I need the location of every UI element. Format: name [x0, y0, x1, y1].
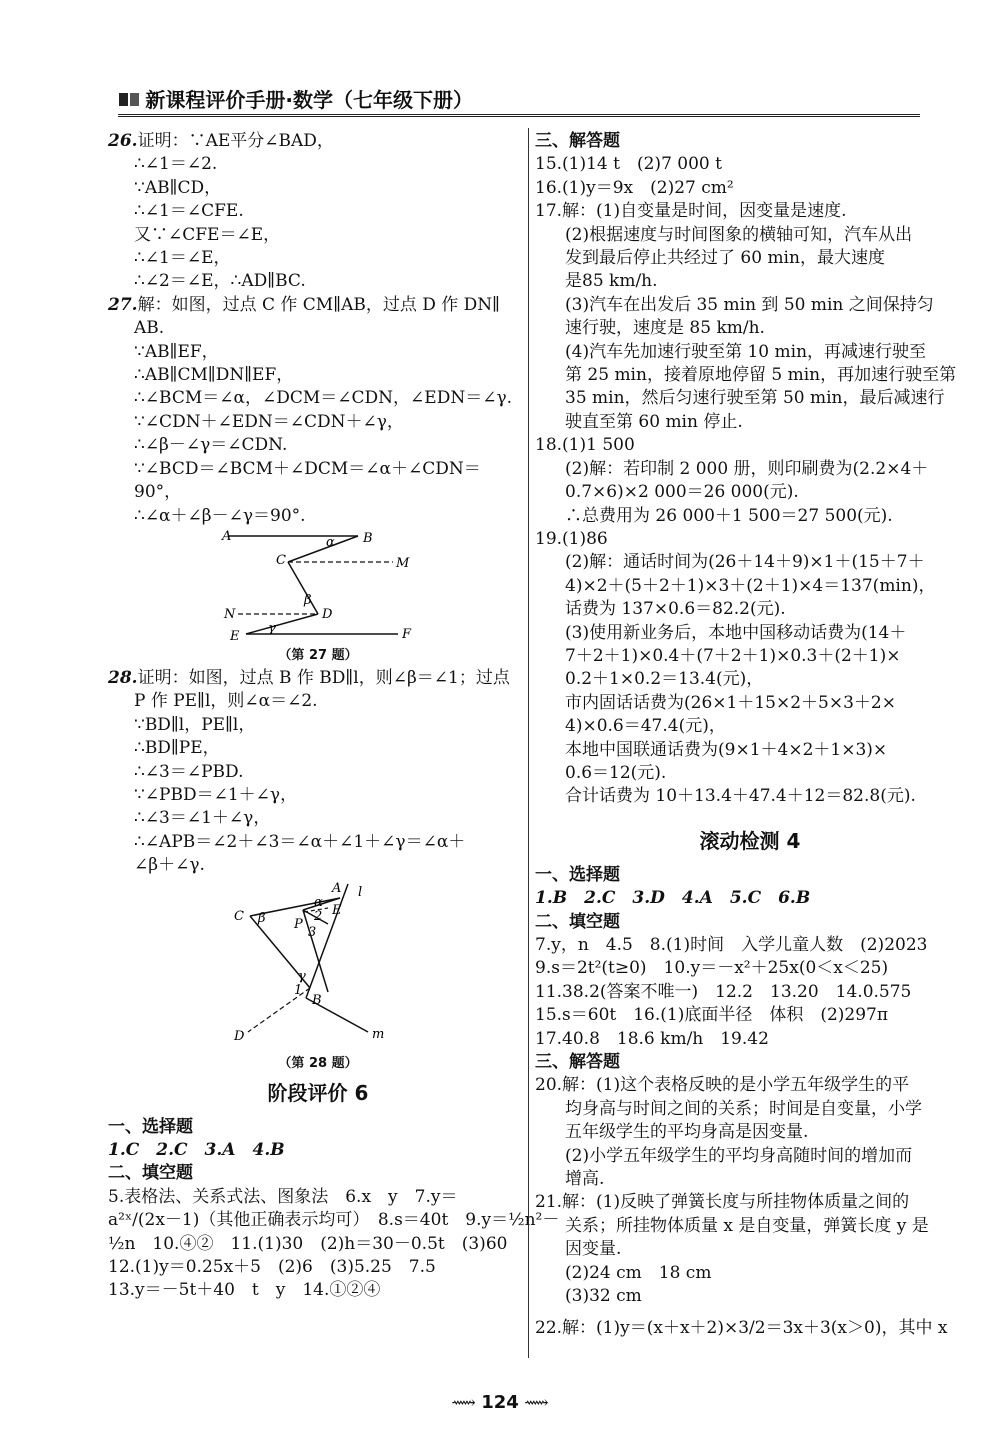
answer-line: ∴∠APB＝∠2＋∠3＝∠α＋∠1＋∠γ＝∠α＋	[134, 831, 466, 852]
answer-line: 话费为 137×0.6＝82.2(元).	[565, 599, 786, 620]
answer-line: (4)汽车先加速行驶至第 10 min，再减速行驶至	[565, 341, 927, 362]
section-heading: 三、解答题	[535, 131, 620, 151]
fill-line: ½n 10.④② 11.(1)30 (2)h＝30－0.5t (3)60	[108, 1233, 508, 1254]
fill-line: 9.s＝2t²(t≥0) 10.y＝－x²＋25x(0＜x＜25)	[535, 958, 889, 979]
answer-line: 7＋2＋1)×0.4＋(7＋2＋1)×0.3＋(2＋1)×	[565, 645, 901, 666]
answer-line: 17.解：(1)自变量是时间，因变量是速度.	[535, 201, 847, 222]
fig-label: 1	[294, 982, 303, 998]
fig-label: m	[372, 1026, 385, 1042]
left-column	[108, 130, 560, 1303]
fig-label: B	[312, 992, 322, 1008]
answer-line: (2)解：若印制 2 000 册，则印刷费为(2.2×4＋	[565, 458, 929, 479]
answer-line: P 作 PE∥l，则∠α＝∠2.	[134, 691, 318, 712]
page-header	[118, 84, 920, 114]
fill-line: 11.38.2(答案不唯一) 12.2 13.20 14.0.575	[535, 981, 912, 1002]
answer-line: 因变量.	[565, 1239, 622, 1260]
choice-answers: 1.C 2.C 3.A 4.B	[108, 1139, 285, 1160]
answer-line: ∴AB∥CM∥DN∥EF，	[134, 365, 294, 386]
answer-line: 是85 km/h.	[565, 271, 658, 292]
answer-line: 16.(1)y＝9x (2)27 cm²	[535, 177, 734, 198]
figure-27	[208, 530, 428, 642]
footer-ornament-left: ⟿	[451, 1393, 482, 1413]
page-number: 124	[481, 1392, 519, 1413]
fig-label: C	[234, 908, 244, 924]
answer-line: ∴BD∥PE，	[134, 738, 220, 759]
answer-line: ∵∠PBD＝∠1＋∠γ，	[134, 784, 298, 805]
answer-line: 证明：如图，过点 B 作 BD∥l，则∠β＝∠1；过点	[137, 667, 510, 688]
figure-caption: （第 28 题）	[278, 1055, 358, 1071]
answer-line: 关系；所挂物体质量 x 是自变量，弹簧长度 y 是	[565, 1215, 929, 1236]
answer-line: 15.(1)14 t (2)7 000 t	[535, 154, 722, 175]
fig-label: D	[322, 606, 333, 622]
fill-line: 17.40.8 18.6 km/h 19.42	[535, 1028, 769, 1049]
answer-line: 驶直至第 60 min 停止.	[565, 411, 743, 432]
fig-label: γ	[268, 620, 276, 636]
answer-line: ∵BD∥l，PE∥l，	[134, 714, 256, 735]
answer-line: 解：如图，过点 C 作 CM∥AB，过点 D 作 DN∥	[137, 294, 501, 315]
question-27	[108, 294, 528, 663]
fig-label: A	[332, 880, 342, 896]
fig-label: A	[222, 529, 232, 544]
fig-label: C	[276, 552, 286, 568]
header-rule	[118, 114, 920, 117]
answer-line: 18.(1)1 500	[535, 435, 635, 456]
fig-label: M	[396, 555, 410, 571]
section-heading: 二、填空题	[108, 1163, 193, 1184]
answer-line: ∴总费用为 26 000＋1 500＝27 500(元).	[565, 505, 893, 526]
fig-label: B	[363, 530, 373, 546]
fig-label: N	[224, 606, 236, 622]
section-heading: 一、选择题	[108, 1116, 193, 1137]
answer-line: 35 min，然后匀速行驶至第 50 min，最后减速行	[565, 388, 945, 409]
fig-label: E	[230, 628, 240, 642]
fig-label: l	[358, 884, 363, 900]
answer-line: 0.2＋1×0.2＝13.4(元)，	[565, 669, 764, 690]
answer-line: (3)32 cm	[565, 1286, 642, 1307]
answer-line: ∴∠1＝∠CFE.	[134, 201, 244, 222]
fig-label: α	[314, 894, 323, 910]
fig-label: β	[258, 910, 266, 926]
question-19	[535, 528, 965, 809]
answer-line: 均身高与时间之间的关系；时间是自变量，小学	[565, 1098, 922, 1119]
question-number: 26.	[108, 131, 138, 151]
fig-label: 2	[314, 908, 323, 924]
answer-line: ∴∠3＝∠PBD.	[134, 761, 244, 782]
fig-label: E	[332, 902, 342, 918]
fill-line: 7.y，n 4.5 8.(1)时间 入学儿童人数 (2)2023	[535, 935, 928, 955]
answer-line: 90°，	[134, 482, 182, 503]
fill-line: 5.表格法、关系式法、图象法 6.x y 7.y＝	[108, 1186, 458, 1207]
answer-line: ∵∠CDN＋∠EDN＝∠CDN＋∠γ，	[134, 411, 404, 432]
fig-label: F	[402, 626, 412, 642]
section-heading: 一、选择题	[535, 864, 620, 885]
answer-line: ∴∠2＝∠E，∴AD∥BC.	[134, 271, 306, 292]
answer-line: 4)×2＋(5＋2＋1)×3＋(2＋1)×4＝137(min)，	[565, 575, 936, 596]
section-title: 阶段评价 6	[267, 1080, 369, 1105]
answer-line: ∵AB∥EF，	[134, 341, 219, 362]
question-number: 27.	[108, 294, 138, 315]
fig-label: γ	[298, 968, 306, 984]
fill-line: 15.s＝60t 16.(1)底面半径 体积 (2)297π	[535, 1005, 889, 1026]
fig-label: β	[304, 592, 312, 608]
answer-line: ∵∠BCD＝∠BCM＋∠DCM＝∠α＋∠CDN＝	[134, 458, 481, 479]
answer-line: ∵AB∥CD，	[134, 177, 222, 198]
question-number: 28.	[108, 667, 138, 688]
answer-line: ∴∠1＝∠E，	[134, 248, 231, 269]
answer-line: (2)小学五年级学生的平均身高随时间的增加而	[565, 1145, 913, 1166]
answer-line: 合计话费为 10＋13.4＋47.4＋12＝82.8(元).	[565, 786, 916, 807]
answer-line: (3)汽车在出发后 35 min 到 50 min 之间保持匀	[565, 294, 934, 315]
question-26	[108, 130, 528, 294]
answer-line: 速行驶，速度是 85 km/h.	[565, 318, 765, 339]
fig-label: α	[326, 534, 335, 550]
answer-line: (2)根据速度与时间图象的横轴可知，汽车从出	[565, 224, 913, 245]
answer-line: ∴∠α＋∠β－∠γ＝90°.	[134, 505, 306, 526]
rolling-check-4	[535, 825, 965, 1340]
answer-line: 21.解：(1)反映了弹簧长度与所挂物体质量之间的	[535, 1192, 910, 1213]
answer-line: 第 25 min，接着原地停留 5 min，再加速行驶至第	[565, 365, 957, 386]
answer-line: 22.解：(1)y＝(x＋x＋2)×3/2＝3x＋3(x＞0)，其中 x	[535, 1317, 948, 1338]
answer-line: ∴∠1＝∠2.	[134, 154, 218, 175]
question-28	[108, 667, 528, 1071]
answer-line: (2)24 cm 18 cm	[565, 1262, 712, 1283]
section-title: 滚动检测 4	[699, 828, 801, 853]
footer-ornament-right: ⟿	[524, 1393, 549, 1413]
answer-line: (3)使用新业务后，本地中国移动话费为(14＋	[565, 622, 907, 643]
fig-label: P	[294, 916, 303, 932]
answer-line: 0.7×6)×2 000＝26 000(元).	[565, 482, 799, 503]
answer-line: 4)×0.6＝47.4(元)，	[565, 716, 726, 737]
question-18	[535, 434, 965, 528]
answer-line: ∠β＋∠γ.	[134, 855, 205, 876]
answer-line: 发到最后停止共经过了 60 min，最大速度	[565, 248, 885, 269]
answer-line: 证明：∵AE平分∠BAD，	[137, 131, 334, 151]
stage-evaluation-6	[108, 1077, 560, 1303]
answer-line: 19.(1)86	[535, 528, 608, 549]
answer-line: 又∵∠CFE＝∠E，	[134, 224, 281, 245]
fill-line: 12.(1)y＝0.25x＋5 (2)6 (3)5.25 7.5	[108, 1257, 436, 1277]
section-heading: 三、解答题	[535, 1052, 620, 1073]
fig-label: D	[234, 1028, 245, 1044]
answer-line: 本地中国联通话费为(9×1＋4×2＋1×3)×	[565, 739, 888, 760]
section-heading: 二、填空题	[535, 911, 620, 932]
answer-line: ∴∠β－∠γ＝∠CDN.	[134, 435, 288, 456]
figure-caption: （第 27 题）	[278, 647, 358, 663]
answer-line: ∴∠3＝∠1＋∠γ，	[134, 808, 271, 829]
fig-label: 3	[308, 924, 317, 940]
fill-line: 13.y＝－5t＋40 t y 14.①②④	[108, 1280, 381, 1301]
answer-line: 20.解：(1)这个表格反映的是小学五年级学生的平	[535, 1075, 910, 1096]
page-footer	[0, 1392, 1000, 1413]
choice-answers: 1.B 2.C 3.D 4.A 5.C 6.B	[535, 888, 811, 909]
right-column	[535, 130, 965, 1340]
answer-line: 增高.	[565, 1169, 605, 1190]
answer-line: 0.6＝12(元).	[565, 762, 667, 783]
question-17	[535, 200, 965, 434]
column-divider	[528, 128, 529, 1358]
answer-line: 五年级学生的平均身高是因变量.	[565, 1122, 809, 1143]
fill-line: a²ˣ/(2x－1)（其他正确表示均可） 8.s＝40t 9.y＝½n²－	[108, 1210, 560, 1231]
answer-line: (2)解：通话时间为(26＋14＋9)×1＋(15＋7＋	[565, 552, 925, 573]
answer-line: 市内固话话费为(26×1＋15×2＋5×3＋2×	[565, 692, 896, 713]
book-logo-icon	[118, 90, 140, 108]
header-title: 新课程评价手册·数学（七年级下册）	[145, 88, 474, 112]
answer-line: ∴∠BCM＝∠α，∠DCM＝∠CDN，∠EDN＝∠γ.	[134, 388, 513, 409]
figure-28	[228, 880, 408, 1050]
answer-line: AB.	[134, 318, 165, 339]
